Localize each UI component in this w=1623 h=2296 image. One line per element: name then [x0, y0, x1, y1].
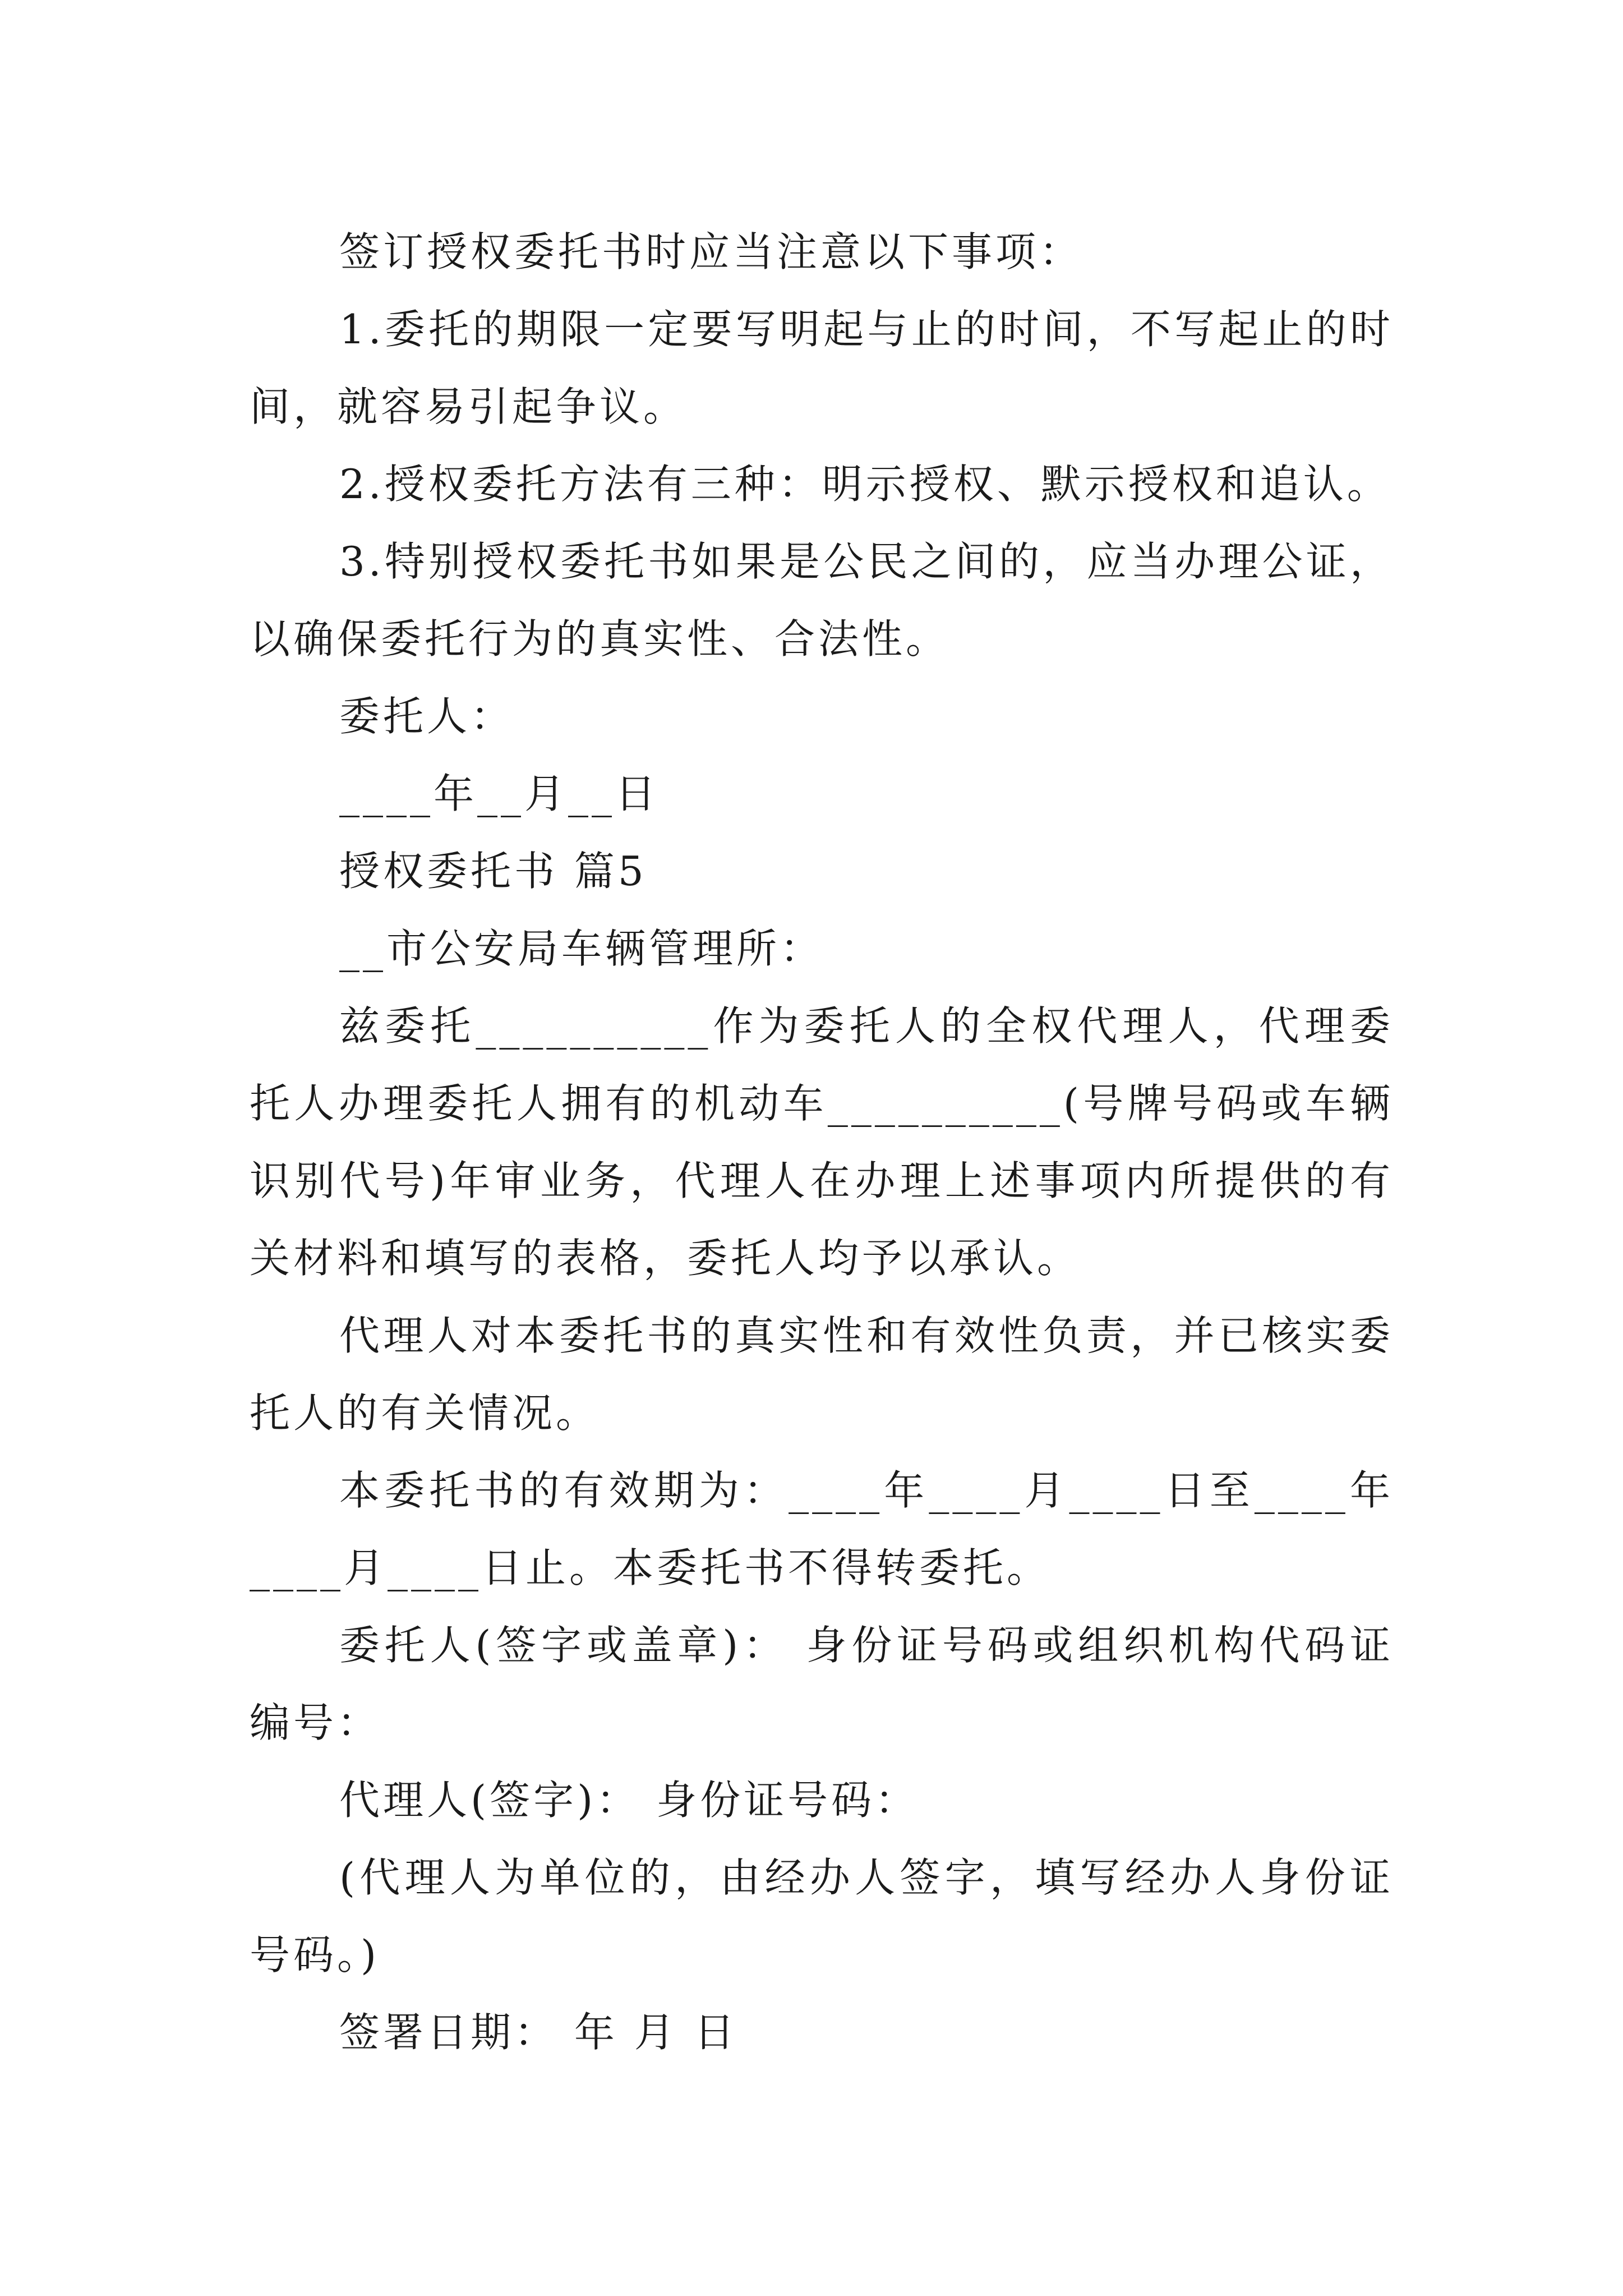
responsibility-paragraph: 代理人对本委托书的真实性和有效性负责，并已核实委托人的有关情况。 — [250, 1312, 1394, 1437]
notice-item-1: 1.委托的期限一定要写明起与止的时间，不写起止的时间，就容易引起争议。 — [250, 306, 1394, 430]
agent-note: (代理人为单位的，由经办人签字，填写经办人身份证号码。) — [250, 1854, 1394, 1978]
addressee: __市公安局车辆管理所： — [339, 925, 824, 972]
notice-item-2: 2.授权委托方法有三种：明示授权、默示授权和追认。 — [339, 461, 1391, 508]
notice-item-3: 3.特别授权委托书如果是公民之间的，应当办理公证，以确保委托行为的真实性、合法性。 — [250, 538, 1394, 662]
delegation-paragraph: 兹委托__________作为委托人的全权代理人，代理委托人办理委托人拥有的机动车__________(号牌号码或车辆识别代号)年审业务，代理人在办理上述事项内所提供的有关材料和填写的表格，委托人均予以承认。 — [250, 1002, 1394, 1282]
section-title: 授权委托书 篇5 — [339, 848, 647, 895]
principal-label: 委托人： — [339, 693, 515, 740]
notice-heading: 签订授权委托书时应当注意以下事项： — [339, 228, 1083, 275]
validity-paragraph: 本委托书的有效期为：____年____月____日至____年____月____日止。本委托书不得转委托。 — [250, 1467, 1394, 1591]
document-body — [250, 213, 1394, 2071]
date-line: ____年__月__日 — [339, 770, 660, 817]
agent-signature-line: 代理人(签字)： 身份证号码： — [339, 1777, 919, 1824]
principal-signature-line: 委托人(签字或盖章)： 身份证号码或组织机构代码证编号： — [250, 1622, 1394, 1746]
signing-date-line: 签署日期： 年 月 日 — [339, 2009, 738, 2056]
